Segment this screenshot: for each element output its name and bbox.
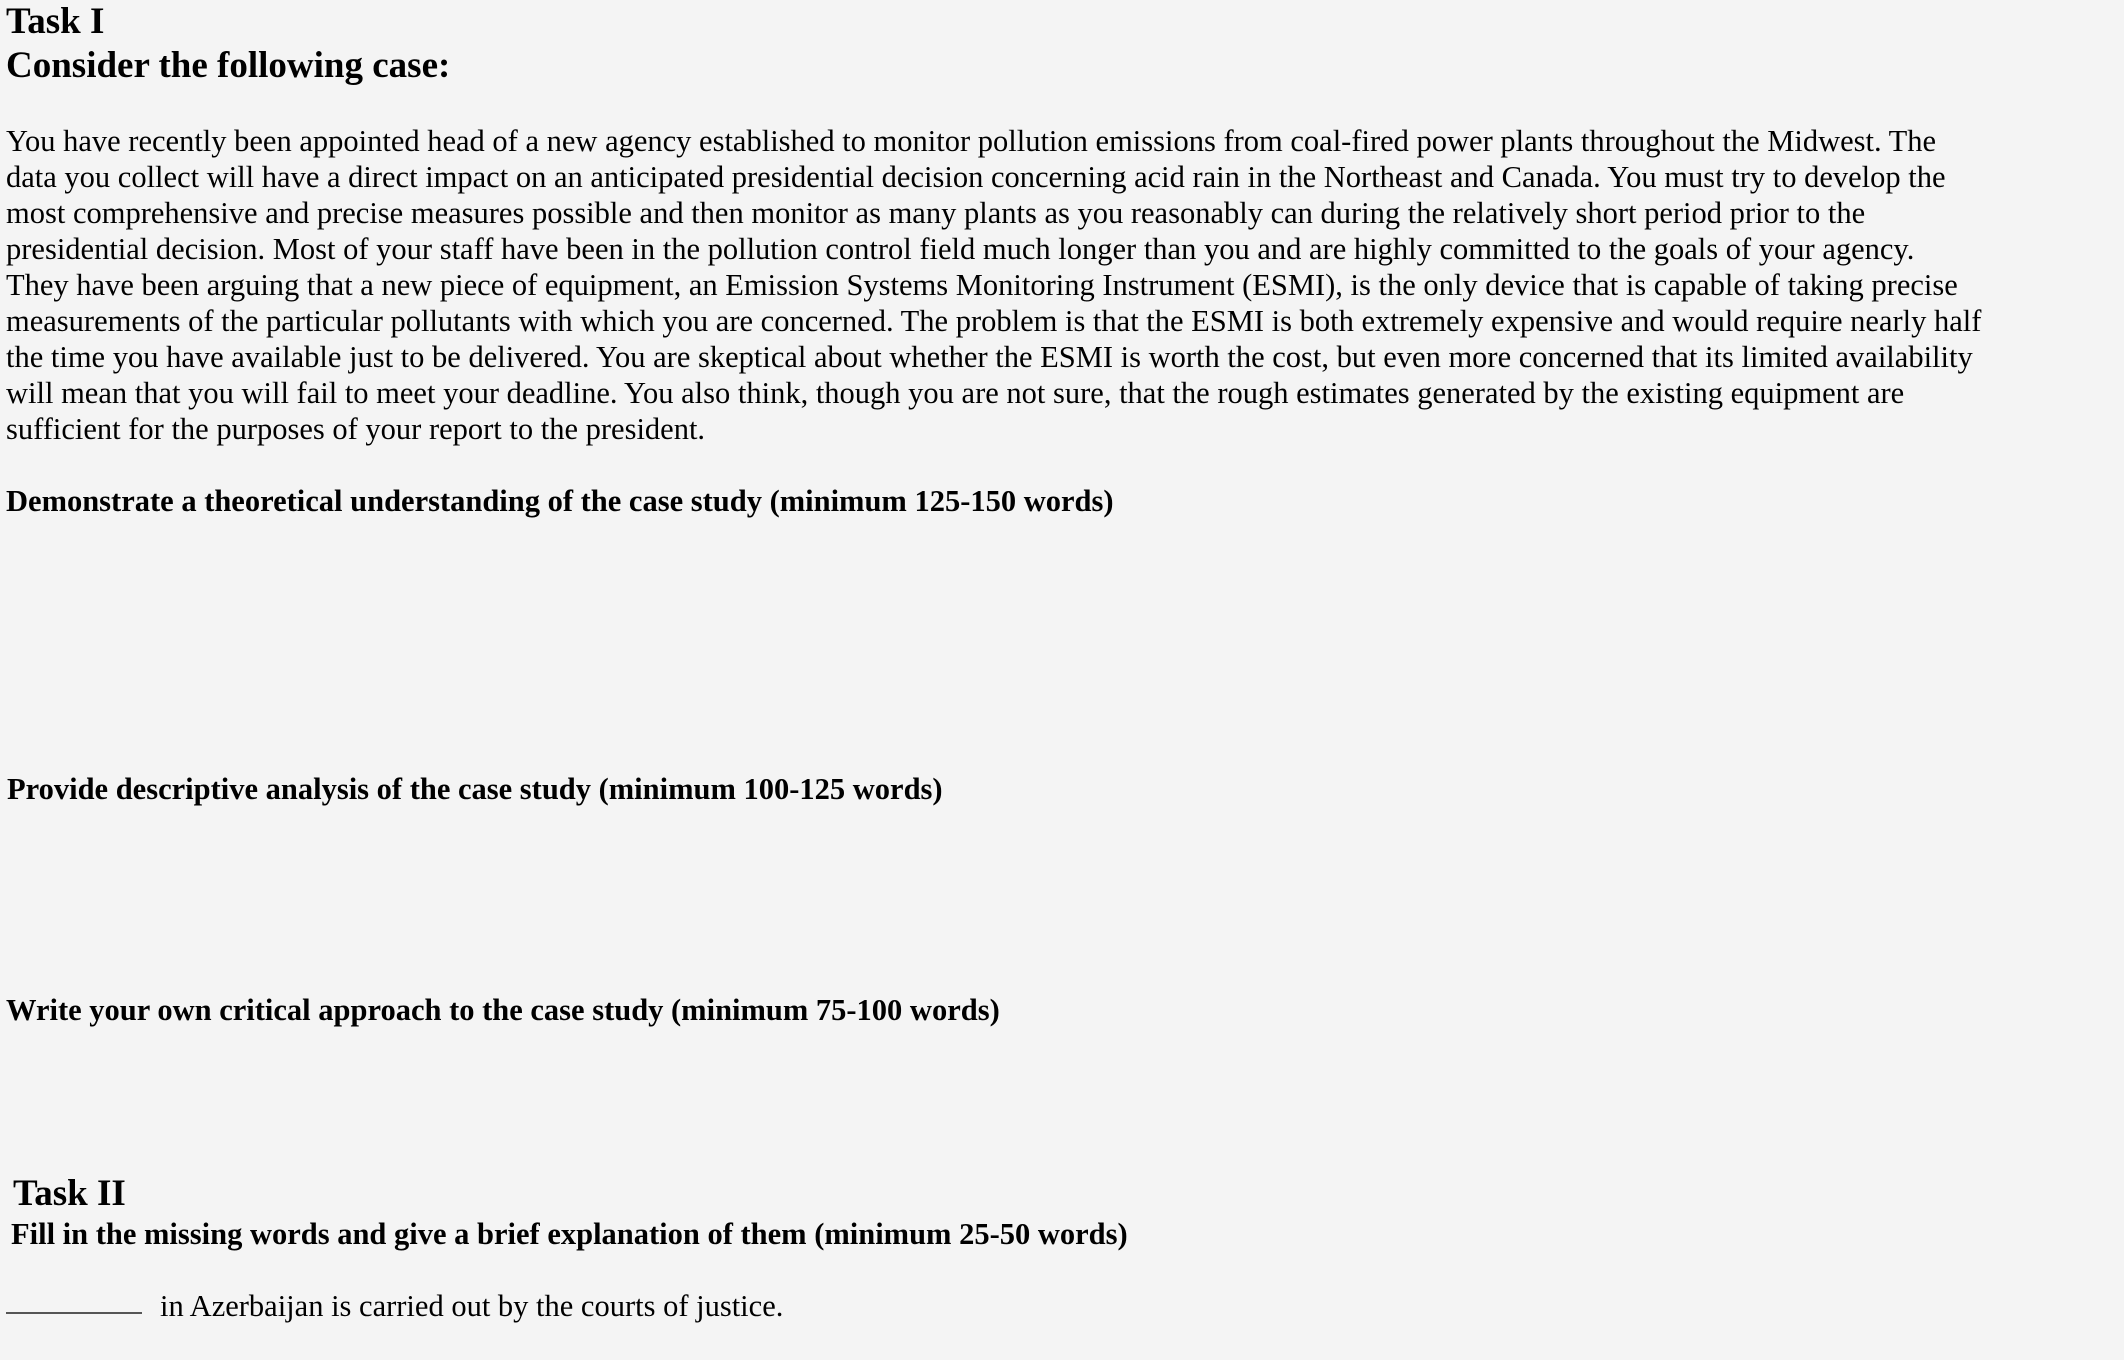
- task1-title: Task I: [6, 1, 105, 42]
- fill-in-sentence-text: in Azerbaijan is carried out by the courts of justice.: [160, 1289, 784, 1323]
- case-line: will mean that you will fail to meet your deadline. You also think, though you are not sure, that the rough estimates generated by the existing equipment are: [6, 376, 1905, 410]
- blank-field[interactable]: [6, 1312, 142, 1314]
- case-line: measurements of the particular pollutants with which you are concerned. The problem is that the ESMI is both extremely expensive and would require nearly half: [6, 304, 1982, 338]
- fill-in-sentence: [6, 1288, 783, 1324]
- case-line: presidential decision. Most of your staff have been in the pollution control field much longer than you and are highly committed to the goals of your agency.: [6, 232, 1915, 266]
- prompt-theoretical: Demonstrate a theoretical understanding of the case study (minimum 125-150 words): [6, 484, 1114, 518]
- case-line: most comprehensive and precise measures possible and then monitor as many plants as you reasonably can during the relatively short period prior to the: [6, 196, 1866, 230]
- case-line: You have recently been appointed head of a new agency established to monitor pollution emissions from coal-fired power plants throughout the Midwest. The: [6, 124, 1937, 158]
- case-line: the time you have available just to be delivered. You are skeptical about whether the ESMI is worth the cost, but even more concerned that its limited availability: [6, 340, 1973, 374]
- task2-title: Task II: [13, 1173, 126, 1214]
- task2-instruction: Fill in the missing words and give a brief explanation of them (minimum 25-50 words): [11, 1217, 1128, 1251]
- case-description: [6, 123, 2106, 447]
- case-line: sufficient for the purposes of your report to the president.: [6, 412, 706, 446]
- case-line: They have been arguing that a new piece of equipment, an Emission Systems Monitoring Instrument (ESMI), is the only device that is capable of taking precise: [6, 268, 1958, 302]
- prompt-critical: Write your own critical approach to the case study (minimum 75-100 words): [6, 993, 1000, 1027]
- case-line: data you collect will have a direct impact on an anticipated presidential decision concerning acid rain in the Northeast and Canada. You must try to develop the: [6, 160, 1946, 194]
- case-heading: Consider the following case:: [6, 45, 451, 86]
- prompt-descriptive: Provide descriptive analysis of the case study (minimum 100-125 words): [7, 772, 943, 806]
